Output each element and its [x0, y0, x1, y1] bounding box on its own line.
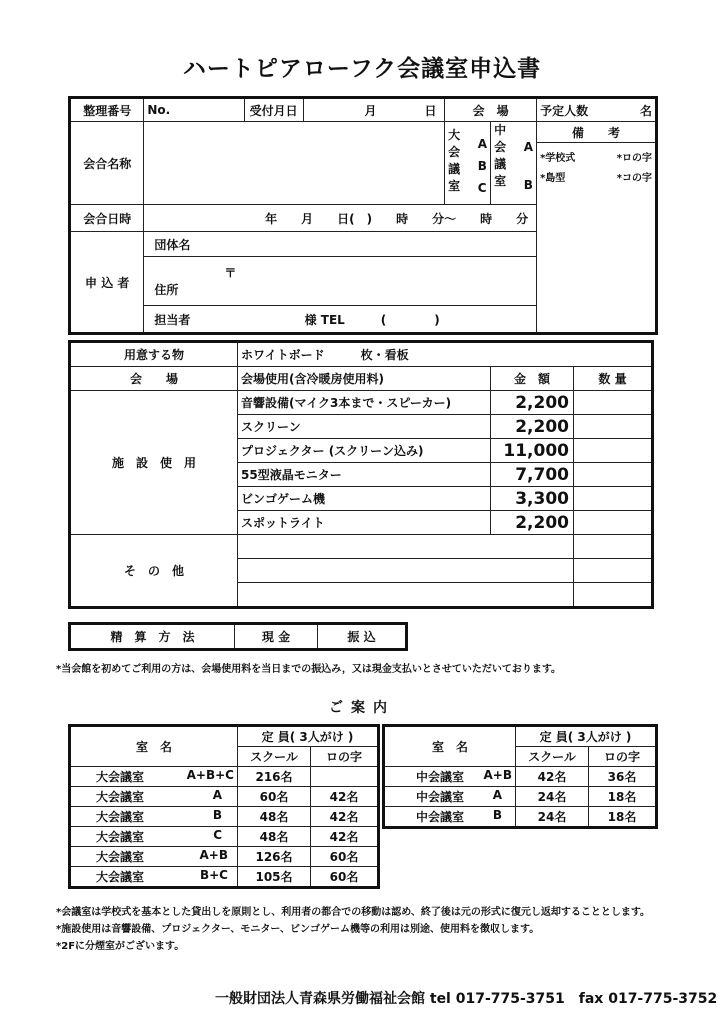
seisan-label: 精 算 方 法	[70, 624, 235, 650]
dai-room-a[interactable]: A	[477, 137, 488, 151]
payment-method-table	[68, 622, 408, 651]
facility-price: 2,200	[491, 511, 574, 535]
sonota-qty[interactable]	[574, 559, 653, 583]
dai-char-1: 大	[448, 128, 461, 142]
nichiji-label: 会合日時	[70, 205, 144, 232]
room-name-label: 室 名	[384, 726, 516, 767]
facility-qty[interactable]	[574, 487, 653, 511]
room-name-label: 室 名	[70, 726, 238, 767]
chu-room-select[interactable]	[491, 122, 537, 205]
facility-price: 11,000	[491, 439, 574, 463]
facility-name: 音響設備(マイク3本まで・スピーカー)	[238, 391, 491, 415]
table-row	[70, 787, 379, 807]
moshikomi-label: 申 込 者	[70, 232, 144, 334]
day-label: 日	[424, 103, 437, 118]
facility-price: 3,300	[491, 487, 574, 511]
ro-cap: 42名	[311, 807, 379, 827]
school-label: スクール	[516, 747, 589, 767]
ro-cap: 18名	[589, 787, 657, 807]
dai-char-3: 議	[448, 162, 461, 176]
facility-price: 2,200	[491, 391, 574, 415]
table-row	[70, 827, 379, 847]
school-cap: 48名	[238, 827, 311, 847]
ro-cap	[311, 767, 379, 787]
kaijo-usage-label: 会場使用(含冷暖房使用料)	[238, 367, 491, 391]
dai-char-2: 会	[448, 145, 461, 159]
chu-char-3: 議	[494, 157, 507, 171]
note-item: *会議室は学校式を基本とした貸出しを原則とし、利用者の都合での移動は認め、終了後は元の形式に復元し返却することとします。	[56, 907, 651, 918]
room-cell: 大会議室 A	[70, 787, 238, 807]
ro-cap: 60名	[311, 867, 379, 888]
uketsuke-date-field[interactable]	[303, 98, 445, 122]
yotei-field[interactable]	[537, 98, 657, 122]
notes	[56, 904, 650, 955]
room-cell: 大会議室 C	[70, 827, 238, 847]
footer-contact: 一般財団法人青森県労働福祉会館 tel 017-775-3751 fax 017-775-3752	[215, 991, 718, 1007]
facility-price: 7,700	[491, 463, 574, 487]
facilities-table	[68, 340, 654, 609]
room-cell: 大会議室 B+C	[70, 867, 238, 888]
nichiji-field[interactable]: 年 月 日( ) 時 分～ 時 分	[144, 205, 537, 232]
dai-room-b[interactable]: B	[477, 159, 487, 173]
biko-ko[interactable]: *コの字	[616, 173, 652, 184]
facility-qty[interactable]	[574, 439, 653, 463]
table-row	[70, 867, 379, 888]
biko-label: 備 考	[537, 122, 657, 143]
facility-name: スクリーン	[238, 415, 491, 439]
ro-cap: 42名	[311, 827, 379, 847]
kaijo-row-label: 会 場	[70, 367, 238, 391]
chu-char-4: 室	[494, 174, 507, 188]
chu-char-1: 中	[494, 123, 507, 137]
dai-room-select[interactable]	[445, 122, 491, 205]
school-cap: 24名	[516, 807, 589, 828]
month-label: 月	[364, 103, 377, 118]
chu-room-b[interactable]: B	[523, 178, 533, 192]
facility-qty[interactable]	[574, 511, 653, 535]
room-cell: 中会議室 B	[384, 807, 516, 828]
teiin-label: 定 員( 3人がけ )	[516, 726, 657, 747]
chu-room-a[interactable]: A	[523, 140, 534, 154]
biko-gakko[interactable]: *学校式	[540, 153, 576, 164]
ro-label: ロの字	[311, 747, 379, 767]
ro-cap: 60名	[311, 847, 379, 867]
facility-qty[interactable]	[574, 391, 653, 415]
school-cap: 216名	[238, 767, 311, 787]
table-row	[70, 847, 379, 867]
dai-room-c[interactable]: C	[477, 181, 487, 195]
uketsuke-label: 受付月日	[244, 98, 303, 122]
guide-title: ご案内	[329, 700, 395, 716]
suryo-label: 数 量	[574, 367, 653, 391]
biko-options	[537, 143, 657, 334]
shisetsu-label: 施 設 使 用	[70, 391, 238, 535]
yoi-field[interactable]: ホワイトボード 枚・看板	[238, 342, 653, 367]
table-row	[384, 767, 657, 787]
sonota-qty[interactable]	[574, 583, 653, 608]
no-field[interactable]: No.	[144, 98, 244, 122]
mei-label: 名	[639, 103, 652, 118]
first-time-note: *当会館を初めてご利用の方は、会場使用料を当日までの振込み，又は現金支払いとさせていただいております。	[56, 664, 562, 675]
sonota-field[interactable]	[238, 559, 574, 583]
kingaku-label: 金 額	[491, 367, 574, 391]
sonota-qty[interactable]	[574, 535, 653, 559]
school-cap: 60名	[238, 787, 311, 807]
chu-char-2: 会	[494, 140, 507, 154]
guide-table-large	[68, 724, 380, 889]
dai-char-4: 室	[448, 179, 461, 193]
sonota-field[interactable]	[238, 535, 574, 559]
table-row	[70, 767, 379, 787]
ro-label: ロの字	[589, 747, 657, 767]
school-cap: 48名	[238, 807, 311, 827]
facility-name: プロジェクター (スクリーン込み)	[238, 439, 491, 463]
application-form	[68, 96, 658, 335]
kaijo-label: 会 場	[445, 98, 537, 122]
furikomi-option[interactable]: 振 込	[318, 624, 407, 650]
school-label: スクール	[238, 747, 311, 767]
dantai-field[interactable]	[144, 232, 537, 257]
jusho-label: 住所	[154, 283, 179, 297]
seiri-label: 整理番号	[70, 98, 144, 122]
genkin-option[interactable]: 現 金	[235, 624, 318, 650]
dantai-label: 団体名	[154, 237, 191, 252]
biko-shima[interactable]: *島型	[540, 173, 566, 184]
school-cap: 105名	[238, 867, 311, 888]
school-cap: 126名	[238, 847, 311, 867]
sonota-label: そ の 他	[70, 535, 238, 608]
yoi-label: 用意する物	[70, 342, 238, 367]
note-item: *施設使用は音響設備、プロジェクター、モニター、ビンゴゲーム機等の利用は別途、使用料を徴収します。	[56, 924, 540, 935]
kaigo-name-field[interactable]	[144, 122, 445, 205]
ro-cap: 18名	[589, 807, 657, 828]
room-cell: 中会議室 A+B	[384, 767, 516, 787]
room-cell: 大会議室 B	[70, 807, 238, 827]
facility-price: 2,200	[491, 415, 574, 439]
page-title: ハートピアローフク会議室申込書	[182, 56, 542, 82]
facility-qty[interactable]	[574, 415, 653, 439]
yotei-label: 予定人数	[540, 103, 589, 118]
ro-cap: 42名	[311, 787, 379, 807]
tanto-label: 担当者	[154, 312, 191, 327]
facility-name: ビンゴゲーム機	[238, 487, 491, 511]
table-row	[384, 807, 657, 828]
table-row	[384, 787, 657, 807]
guide-table-medium	[382, 724, 658, 829]
room-cell: 大会議室 A+B+C	[70, 767, 238, 787]
table-row	[70, 807, 379, 827]
tanto-field[interactable]	[144, 306, 537, 334]
school-cap: 24名	[516, 787, 589, 807]
jusho-field[interactable]	[144, 257, 537, 306]
school-cap: 42名	[516, 767, 589, 787]
kaigo-label: 会合名称	[70, 122, 144, 205]
note-item: *2Fに分煙室がございます。	[56, 941, 185, 952]
ro-cap: 36名	[589, 767, 657, 787]
teiin-label: 定 員( 3人がけ )	[238, 726, 379, 747]
facility-name: 55型液晶モニター	[238, 463, 491, 487]
postal-mark: 〒	[224, 266, 237, 280]
facility-name: スポットライト	[238, 511, 491, 535]
room-cell: 中会議室 A	[384, 787, 516, 807]
sonota-field[interactable]	[238, 583, 574, 608]
facility-qty[interactable]	[574, 463, 653, 487]
sama-tel-label: 様 TEL ( )	[304, 312, 440, 327]
biko-ro[interactable]: *ロの字	[616, 153, 652, 164]
room-cell: 大会議室 A+B	[70, 847, 238, 867]
